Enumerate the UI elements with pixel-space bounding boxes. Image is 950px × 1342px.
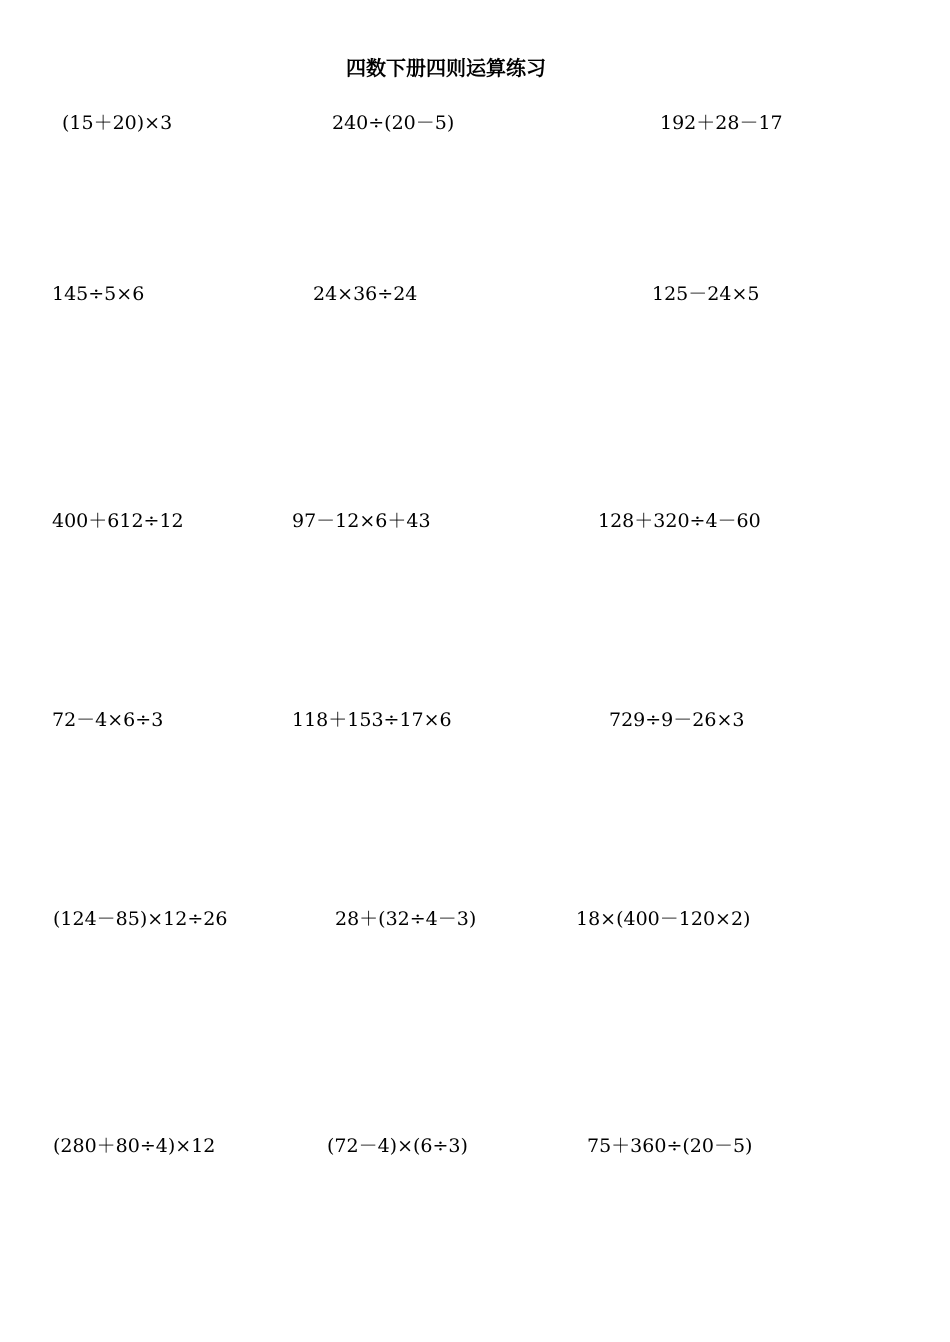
problem-5-1: (124－85)×12÷26 (53, 908, 228, 930)
problem-5-3: 18×(400－120×2) (576, 908, 751, 930)
problem-2-1: 145÷5×6 (52, 283, 145, 305)
problem-6-2: (72－4)×(6÷3) (327, 1135, 468, 1157)
problem-2-2: 24×36÷24 (313, 283, 418, 305)
problem-6-1: (280＋80÷4)×12 (53, 1135, 216, 1157)
problem-4-1: 72－4×6÷3 (52, 709, 164, 731)
problem-3-3: 128＋320÷4－60 (598, 510, 761, 532)
page-title: 四数下册四则运算练习 (346, 56, 546, 80)
problem-3-1: 400＋612÷12 (52, 510, 184, 532)
problem-1-1: (15＋20)×3 (62, 112, 173, 134)
problem-1-2: 240÷(20－5) (332, 112, 455, 134)
problem-3-2: 97－12×6＋43 (292, 510, 431, 532)
problem-6-3: 75＋360÷(20－5) (587, 1135, 753, 1157)
problem-4-3: 729÷9－26×3 (609, 709, 745, 731)
problem-4-2: 118＋153÷17×6 (292, 709, 452, 731)
problem-1-3: 192＋28－17 (660, 112, 783, 134)
problem-2-3: 125－24×5 (652, 283, 760, 305)
problem-5-2: 28＋(32÷4－3) (335, 908, 477, 930)
